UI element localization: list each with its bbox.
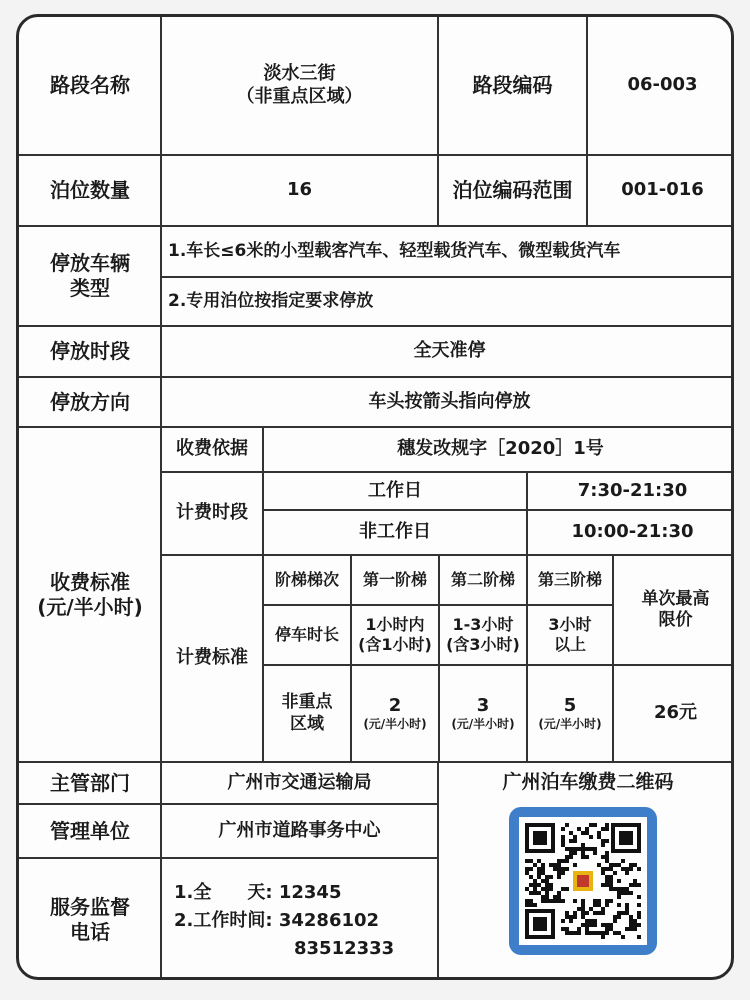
phone-line2-label: 2.工作时间: (174, 910, 273, 931)
phone-line1-value: 12345 (278, 882, 342, 903)
phone-line1-label: 1.全 天: (174, 882, 273, 903)
tier-header: 阶梯梯次 (274, 570, 339, 589)
fee-time-label: 计费时段 (176, 502, 248, 524)
vehicle-type-label: 停放车辆 类型 (50, 251, 130, 300)
vehicle-rule-1: 1.车长≤6米的小型载客汽车、轻型载货汽车、微型载货汽车 (168, 240, 621, 261)
max-price-value: 26元 (653, 702, 698, 724)
tier-3-header: 第三阶梯 (537, 570, 602, 589)
fee-standard-label: 收费标准 (元/半小时) (37, 569, 143, 619)
phone-label: 服务监督 电话 (50, 894, 130, 944)
dept-label: 主管部门 (50, 770, 130, 795)
tier-2-header: 第二阶梯 (450, 570, 515, 589)
tier-1-duration: 1小时内 (含1小时) (358, 615, 432, 654)
phone-line3-value: 83512333 (294, 938, 395, 959)
duration-label: 停车时长 (274, 625, 339, 644)
road-code-value: 06-003 (627, 74, 698, 96)
qr-code[interactable] (509, 807, 657, 955)
berth-range-label: 泊位编码范围 (452, 178, 573, 202)
fee-basis-label: 收费依据 (176, 438, 248, 460)
fee-basis-value: 穗发改规字［2020］1号 (397, 438, 604, 460)
dept-value: 广州市交通运输局 (227, 771, 372, 793)
tier-2-price: 3 (元/半小时) (451, 694, 515, 732)
parking-period-label: 停放时段 (50, 339, 130, 363)
fee-rate-label: 计费标准 (176, 647, 248, 669)
phone-numbers (174, 879, 436, 963)
max-price-label: 单次最高 限价 (641, 588, 710, 630)
vehicle-rule-2: 2.专用泊位按指定要求停放 (168, 290, 374, 311)
parking-direction-value: 车头按箭头指向停放 (368, 390, 531, 412)
workday-label: 工作日 (368, 479, 422, 501)
tier-1-header: 第一阶梯 (362, 570, 427, 589)
parking-info-sign (16, 14, 734, 980)
workday-hours: 7:30-21:30 (577, 479, 688, 501)
road-code-label: 路段编码 (472, 73, 553, 97)
tier-3-price: 5 (元/半小时) (538, 694, 602, 732)
parking-direction-label: 停放方向 (50, 389, 130, 414)
berth-range-value: 001-016 (621, 179, 704, 201)
berth-count-value: 16 (286, 179, 313, 201)
unit-label: 管理单位 (50, 818, 130, 843)
parking-period-value: 全天准停 (413, 340, 486, 362)
tier-1-price: 2 (元/半小时) (363, 694, 427, 732)
unit-value: 广州市道路事务中心 (218, 819, 381, 841)
zone-label: 非重点 区域 (281, 692, 333, 734)
nonworkday-label: 非工作日 (359, 521, 431, 543)
phone-line2-value: 34286102 (278, 910, 380, 931)
road-name-value: 淡水三街 （非重点区域） (236, 63, 363, 107)
nonworkday-hours: 10:00-21:30 (571, 521, 694, 543)
berth-count-label: 泊位数量 (50, 178, 130, 202)
qr-code-image (519, 817, 647, 945)
road-name-label: 路段名称 (50, 73, 130, 97)
tier-2-duration: 1-3小时 (含3小时) (446, 615, 520, 654)
tier-3-duration: 3小时 以上 (548, 615, 592, 654)
qr-label: 广州泊车缴费二维码 (502, 771, 674, 794)
